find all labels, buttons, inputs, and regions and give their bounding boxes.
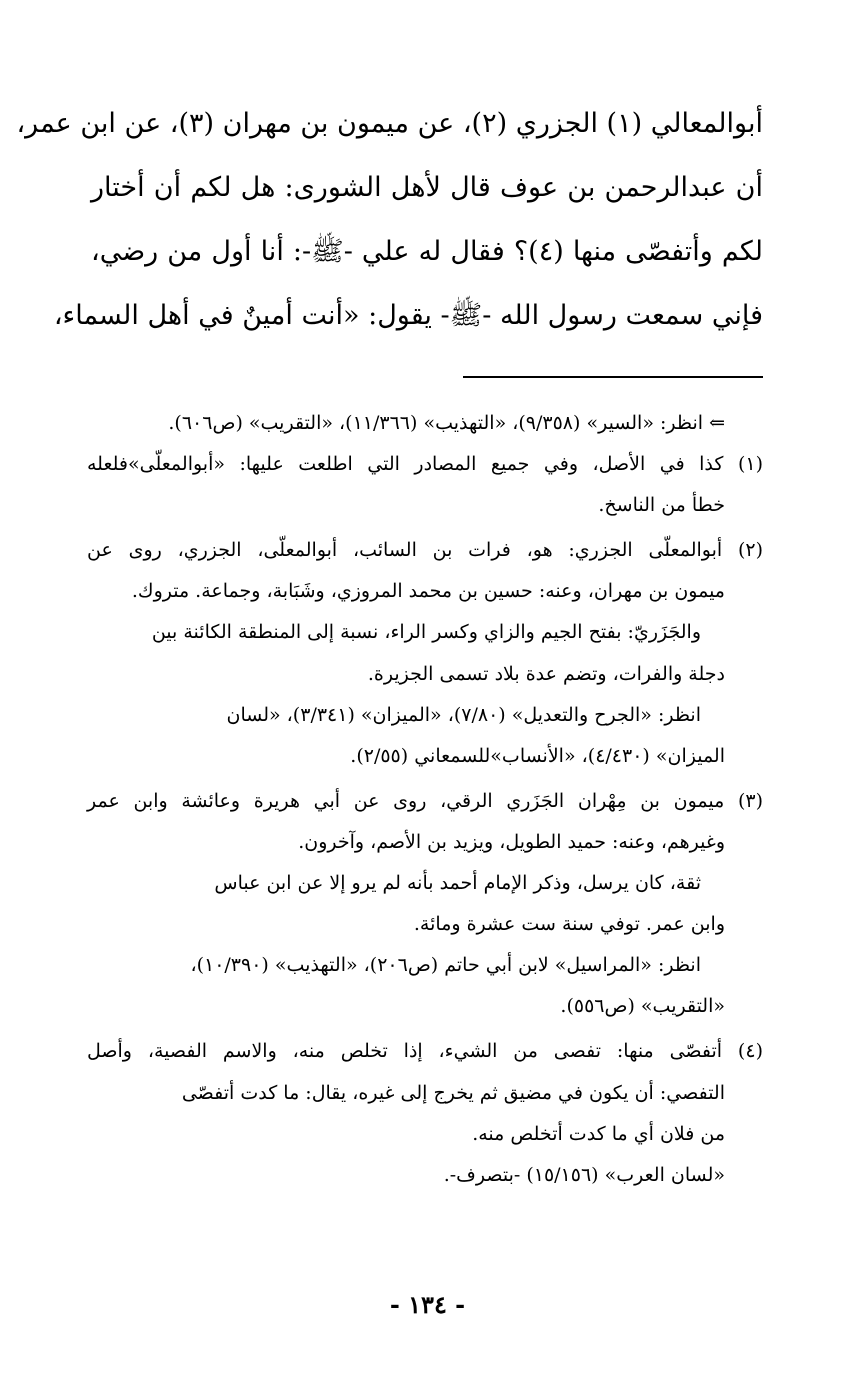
footnote-3-line: انظر: «المراسيل» لابن أبي حاتم (ص٢٠٦)، «التهذيب» (١٠/٣٩٠)، (190, 954, 701, 977)
footnote-1-line: خطأ من الناسخ. (598, 494, 725, 517)
footnote-continuation: ⇐ انظر: «السير» (٩/٣٥٨)، «التهذيب» (١١/٣٦٦)، «التقريب» (ص٦٠٦). (168, 412, 725, 434)
main-text-line: أبوالمعالي (١) الجزري (٢)، عن ميمون بن مهران (٣)، عن ابن عمر، (16, 108, 763, 139)
footnote-2-line: الميزان» (٤/٤٣٠)، «الأنساب»للسمعاني (٢/٥٥). (350, 744, 725, 767)
footnote-3-line: «التقريب» (ص٥٥٦). (560, 995, 725, 1018)
footnote-3-line: وغيرهم، وعنه: حميد الطويل، ويزيد بن الأصم، وآخرون. (298, 830, 725, 853)
page-number: - ١٣٤ - (389, 1290, 466, 1319)
footnote-2-line: (٢) أبوالمعلّى الجزري: هو، فرات بن السائب، أبوالمعلّى، الجزري، روى عن (87, 539, 763, 562)
footnote-2-line: والجَزَريّ: بفتح الجيم والزاي وكسر الراء، نسبة إلى المنطقة الكائنة بين (151, 621, 701, 644)
footnote-4-line: (٤) أتفصّى منها: تفصى من الشيء، إذا تخلص منه، والاسم الفصية، وأصل (87, 1040, 763, 1063)
footnote-separator (463, 376, 763, 378)
footnote-1-line: (١) كذا في الأصل، وفي جميع المصادر التي اطلعت عليها: «أبوالمعلّى»فلعله (87, 453, 763, 476)
footnote-2-line: انظر: «الجرح والتعديل» (٧/٨٠)، «الميزان» (٣/٣٤١)، «لسان (226, 703, 701, 726)
footnote-2-line: ميمون بن مهران، وعنه: حسين بن محمد المروزي، وشَبَابة، وجماعة. متروك. (131, 580, 725, 603)
main-text-line: أن عبدالرحمن بن عوف قال لأهل الشورى: هل لكم أن أختار (91, 172, 763, 203)
footnote-4-line: التفصي: أن يكون في مضيق ثم يخرج إلى غيره، يقال: ما كدت أتفصّى (181, 1081, 725, 1104)
footnote-3-line: (٣) ميمون بن مِهْران الجَزَري الرقي، روى عن أبي هريرة وعائشة وابن عمر (87, 789, 763, 812)
footnotes-block (87, 403, 763, 1196)
footnote-2-line: دجلة والفرات، وتضم عدة بلاد تسمى الجزيرة. (367, 662, 725, 685)
footnote-4-line: من فلان أي ما كدت أتخلص منه. (472, 1122, 725, 1145)
footnote-4-line: «لسان العرب» (١٥/١٥٦) -بتصرف-. (443, 1163, 725, 1186)
main-text-block (16, 92, 763, 348)
main-text-line: فإني سمعت رسول الله -ﷺ- يقول: «أنت أمينٌ في أهل السماء، (53, 300, 763, 331)
footnote-3-line: وابن عمر. توفي سنة ست عشرة ومائة. (413, 913, 725, 936)
footnote-3-line: ثقة، كان يرسل، وذكر الإمام أحمد بأنه لم يرو إلا عن ابن عباس (214, 872, 701, 895)
main-text-line: لكم وأتفصّى منها (٤)؟ فقال له علي -ﷺ-: أنا أول من رضي، (91, 236, 763, 267)
